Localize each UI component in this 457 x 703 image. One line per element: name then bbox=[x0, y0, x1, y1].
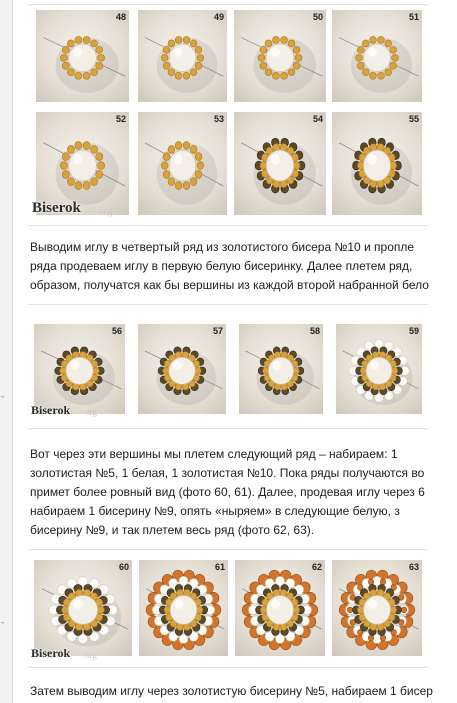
gold-bead bbox=[62, 62, 69, 69]
gold-bead bbox=[288, 40, 295, 47]
gold-bead bbox=[183, 72, 190, 79]
photo-number: 53 bbox=[213, 114, 224, 124]
beadwork-illustration bbox=[332, 112, 422, 215]
gold-bead bbox=[67, 69, 74, 76]
photo-number: 52 bbox=[115, 114, 126, 124]
beadwork-illustration bbox=[332, 10, 422, 102]
pearl-bead bbox=[66, 357, 93, 384]
gold-bead bbox=[168, 40, 175, 47]
pearl-bead bbox=[69, 44, 97, 72]
gold-bead bbox=[96, 62, 103, 69]
watermark-logo: Biserok bbox=[31, 403, 71, 417]
gold-bead bbox=[260, 62, 267, 69]
pearl-bead bbox=[266, 150, 294, 181]
step-photo-58 bbox=[239, 324, 323, 414]
step-photo-63 bbox=[332, 560, 422, 656]
beadwork-illustration bbox=[36, 10, 129, 102]
gold-bead bbox=[272, 36, 279, 43]
pearl-bead bbox=[364, 596, 391, 625]
gold-bead bbox=[293, 46, 300, 53]
gold-bead bbox=[163, 153, 170, 161]
gold-bead bbox=[60, 162, 67, 170]
beadwork-illustration bbox=[336, 324, 422, 414]
photo-number: 59 bbox=[408, 326, 419, 336]
gold-bead bbox=[67, 146, 74, 154]
gold-bead bbox=[362, 40, 369, 47]
gold-bead bbox=[75, 182, 82, 190]
step-photo-54 bbox=[234, 112, 326, 215]
pearl-bead bbox=[69, 150, 97, 181]
photo-number: 56 bbox=[111, 326, 122, 336]
gold-bead bbox=[258, 54, 265, 61]
beadwork-illustration bbox=[34, 324, 125, 414]
watermark-logo: Biserok bbox=[32, 200, 81, 216]
gold-bead bbox=[357, 46, 364, 53]
gold-bead bbox=[385, 40, 392, 47]
gold-bead bbox=[83, 182, 90, 190]
gold-bead bbox=[362, 69, 369, 76]
gold-bead bbox=[288, 69, 295, 76]
sidebar-mark: - bbox=[1, 618, 5, 628]
gold-bead bbox=[385, 69, 392, 76]
gold-bead bbox=[163, 46, 170, 53]
gold-bead bbox=[96, 46, 103, 53]
gold-bead bbox=[272, 72, 279, 79]
accent-bead bbox=[347, 607, 352, 613]
gold-bead bbox=[83, 36, 90, 43]
pearl-bead bbox=[169, 44, 196, 72]
pearl-bead bbox=[266, 44, 294, 72]
pearl-bead bbox=[364, 150, 391, 181]
pearl-bead bbox=[169, 357, 195, 384]
photo-number: 51 bbox=[408, 12, 419, 22]
gold-bead bbox=[75, 142, 82, 150]
gold-bead bbox=[183, 142, 190, 150]
photo-number: 48 bbox=[115, 12, 126, 22]
gold-bead bbox=[281, 72, 288, 79]
gold-bead bbox=[265, 69, 272, 76]
photo-number: 62 bbox=[311, 562, 322, 572]
gold-bead bbox=[175, 142, 182, 150]
gold-bead bbox=[168, 178, 175, 186]
pearl-bead bbox=[366, 357, 392, 384]
gold-bead bbox=[356, 54, 363, 61]
gold-bead bbox=[190, 69, 197, 76]
gold-bead bbox=[91, 69, 98, 76]
gold-bead bbox=[183, 36, 190, 43]
gold-bead bbox=[161, 162, 168, 170]
photo-number: 60 bbox=[118, 562, 129, 572]
paragraph-line: Выводим иглу в четвертый ряд из золотистого бисера №10 и пропле bbox=[30, 240, 415, 254]
step-photo-56 bbox=[34, 324, 125, 414]
gold-bead bbox=[390, 46, 397, 53]
gold-bead bbox=[195, 46, 202, 53]
gold-bead bbox=[62, 171, 69, 179]
gold-bead bbox=[392, 54, 399, 61]
gold-bead bbox=[183, 182, 190, 190]
gold-bead bbox=[67, 178, 74, 186]
accent-bead bbox=[368, 579, 373, 585]
accent-bead bbox=[380, 635, 385, 641]
photo-number: 50 bbox=[312, 12, 323, 22]
paragraph-line: Затем выводим иглу через золотистую бисерину №5, набираем 1 бисер bbox=[30, 684, 433, 698]
beadwork-illustration bbox=[332, 560, 422, 656]
photo-collage-48-55 bbox=[28, 8, 428, 223]
gold-bead bbox=[265, 40, 272, 47]
gold-bead bbox=[91, 178, 98, 186]
gold-bead bbox=[83, 72, 90, 79]
gold-bead bbox=[96, 171, 103, 179]
gold-bead bbox=[197, 54, 204, 61]
accent-bead bbox=[380, 579, 385, 585]
step-photo-57 bbox=[138, 324, 226, 414]
pearl-bead bbox=[267, 596, 294, 625]
divider bbox=[28, 667, 428, 668]
beadwork-illustration bbox=[138, 10, 227, 102]
beadwork-illustration bbox=[139, 560, 228, 656]
photo-number: 57 bbox=[212, 326, 223, 336]
gold-bead bbox=[260, 46, 267, 53]
pearl-bead bbox=[170, 596, 197, 625]
paragraph-line: примет более ровный вид (фото 60, 61). Далее, продевая иглу через 6 bbox=[30, 485, 425, 499]
gold-bead bbox=[281, 36, 288, 43]
gold-bead bbox=[197, 162, 204, 170]
step-photo-62 bbox=[235, 560, 325, 656]
photo-number: 61 bbox=[214, 562, 225, 572]
gold-bead bbox=[190, 40, 197, 47]
sidebar-mark: - bbox=[1, 392, 5, 402]
divider bbox=[28, 225, 428, 226]
paragraph-line: бисерину №9, и так плетем весь ряд (фото 62, 63). bbox=[30, 523, 315, 537]
beadwork-illustration bbox=[235, 560, 325, 656]
gold-bead bbox=[67, 40, 74, 47]
gold-bead bbox=[175, 72, 182, 79]
gold-bead bbox=[91, 40, 98, 47]
gold-bead bbox=[96, 153, 103, 161]
beadwork-illustration bbox=[34, 560, 132, 656]
beadwork-illustration bbox=[138, 112, 227, 215]
paragraph-line: ряда продеваем иглу в первую белую бисеринку. Далее плетем ряд, bbox=[30, 259, 413, 273]
step-photo-60 bbox=[34, 560, 132, 656]
gold-bead bbox=[163, 171, 170, 179]
gold-bead bbox=[98, 162, 105, 170]
paragraph-line: золотистая №5, 1 белая, 1 золотистая №10. Пока ряды получаются во bbox=[30, 466, 425, 480]
pearl-bead bbox=[68, 596, 97, 625]
gold-bead bbox=[378, 72, 385, 79]
gold-bead bbox=[168, 69, 175, 76]
paragraph-line: образом, получатся как бы вершины из каждой второй набранной бело bbox=[30, 278, 429, 292]
photo-number: 63 bbox=[408, 562, 419, 572]
gold-bead bbox=[75, 36, 82, 43]
step-photo-51 bbox=[332, 10, 422, 102]
watermark-ghost: org bbox=[85, 407, 97, 417]
gold-bead bbox=[62, 153, 69, 161]
gold-bead bbox=[175, 36, 182, 43]
gold-bead bbox=[62, 46, 69, 53]
gold-bead bbox=[83, 142, 90, 150]
photo-collage-56-59 bbox=[28, 320, 428, 420]
step-photo-59 bbox=[336, 324, 422, 414]
gold-bead bbox=[91, 146, 98, 154]
gold-bead bbox=[168, 146, 175, 154]
gold-bead bbox=[390, 62, 397, 69]
gold-bead bbox=[98, 54, 105, 61]
step-photo-49 bbox=[138, 10, 227, 102]
accent-bead bbox=[401, 607, 406, 613]
step-photo-55 bbox=[332, 112, 422, 215]
gold-bead bbox=[195, 171, 202, 179]
step-photo-53 bbox=[138, 112, 227, 215]
paragraph-line: Вот через эти вершины мы плетем следующий ряд – набираем: 1 bbox=[30, 447, 398, 461]
gold-bead bbox=[190, 178, 197, 186]
photo-collage-60-63 bbox=[28, 556, 428, 664]
gold-bead bbox=[75, 72, 82, 79]
gold-bead bbox=[195, 62, 202, 69]
watermark-ghost: org bbox=[98, 205, 113, 217]
gold-bead bbox=[378, 36, 385, 43]
pearl-bead bbox=[268, 357, 293, 384]
photo-number: 55 bbox=[408, 114, 419, 124]
beadwork-illustration bbox=[239, 324, 323, 414]
divider bbox=[28, 304, 428, 305]
gold-bead bbox=[163, 62, 170, 69]
divider bbox=[28, 4, 428, 5]
photo-number: 54 bbox=[312, 114, 323, 124]
gold-bead bbox=[357, 62, 364, 69]
gold-bead bbox=[295, 54, 302, 61]
paragraph-1 bbox=[30, 238, 457, 295]
beadwork-illustration bbox=[138, 324, 226, 414]
photo-number: 58 bbox=[309, 326, 320, 336]
divider bbox=[28, 428, 428, 429]
gold-bead bbox=[293, 62, 300, 69]
gold-bead bbox=[175, 182, 182, 190]
gold-bead bbox=[370, 36, 377, 43]
pearl-bead bbox=[169, 150, 196, 181]
beadwork-illustration bbox=[234, 10, 326, 102]
gold-bead bbox=[161, 54, 168, 61]
gold-bead bbox=[370, 72, 377, 79]
beadwork-illustration bbox=[234, 112, 326, 215]
paragraph-line: набираем 1 бисерину №9, опять «ныряем» в следующие белую, з bbox=[30, 504, 400, 518]
paragraph-3 bbox=[30, 682, 457, 701]
gold-bead bbox=[195, 153, 202, 161]
paragraph-2 bbox=[30, 445, 457, 540]
divider bbox=[28, 549, 428, 550]
step-photo-61 bbox=[139, 560, 228, 656]
watermark-logo: Biserok bbox=[31, 646, 71, 660]
photo-number: 49 bbox=[213, 12, 224, 22]
pearl-bead bbox=[364, 44, 391, 72]
left-scroll-strip[interactable] bbox=[0, 0, 13, 703]
accent-bead bbox=[368, 635, 373, 641]
step-photo-50 bbox=[234, 10, 326, 102]
gold-bead bbox=[190, 146, 197, 154]
gold-bead bbox=[60, 54, 67, 61]
step-photo-48 bbox=[36, 10, 129, 102]
watermark-ghost: org bbox=[85, 650, 97, 660]
